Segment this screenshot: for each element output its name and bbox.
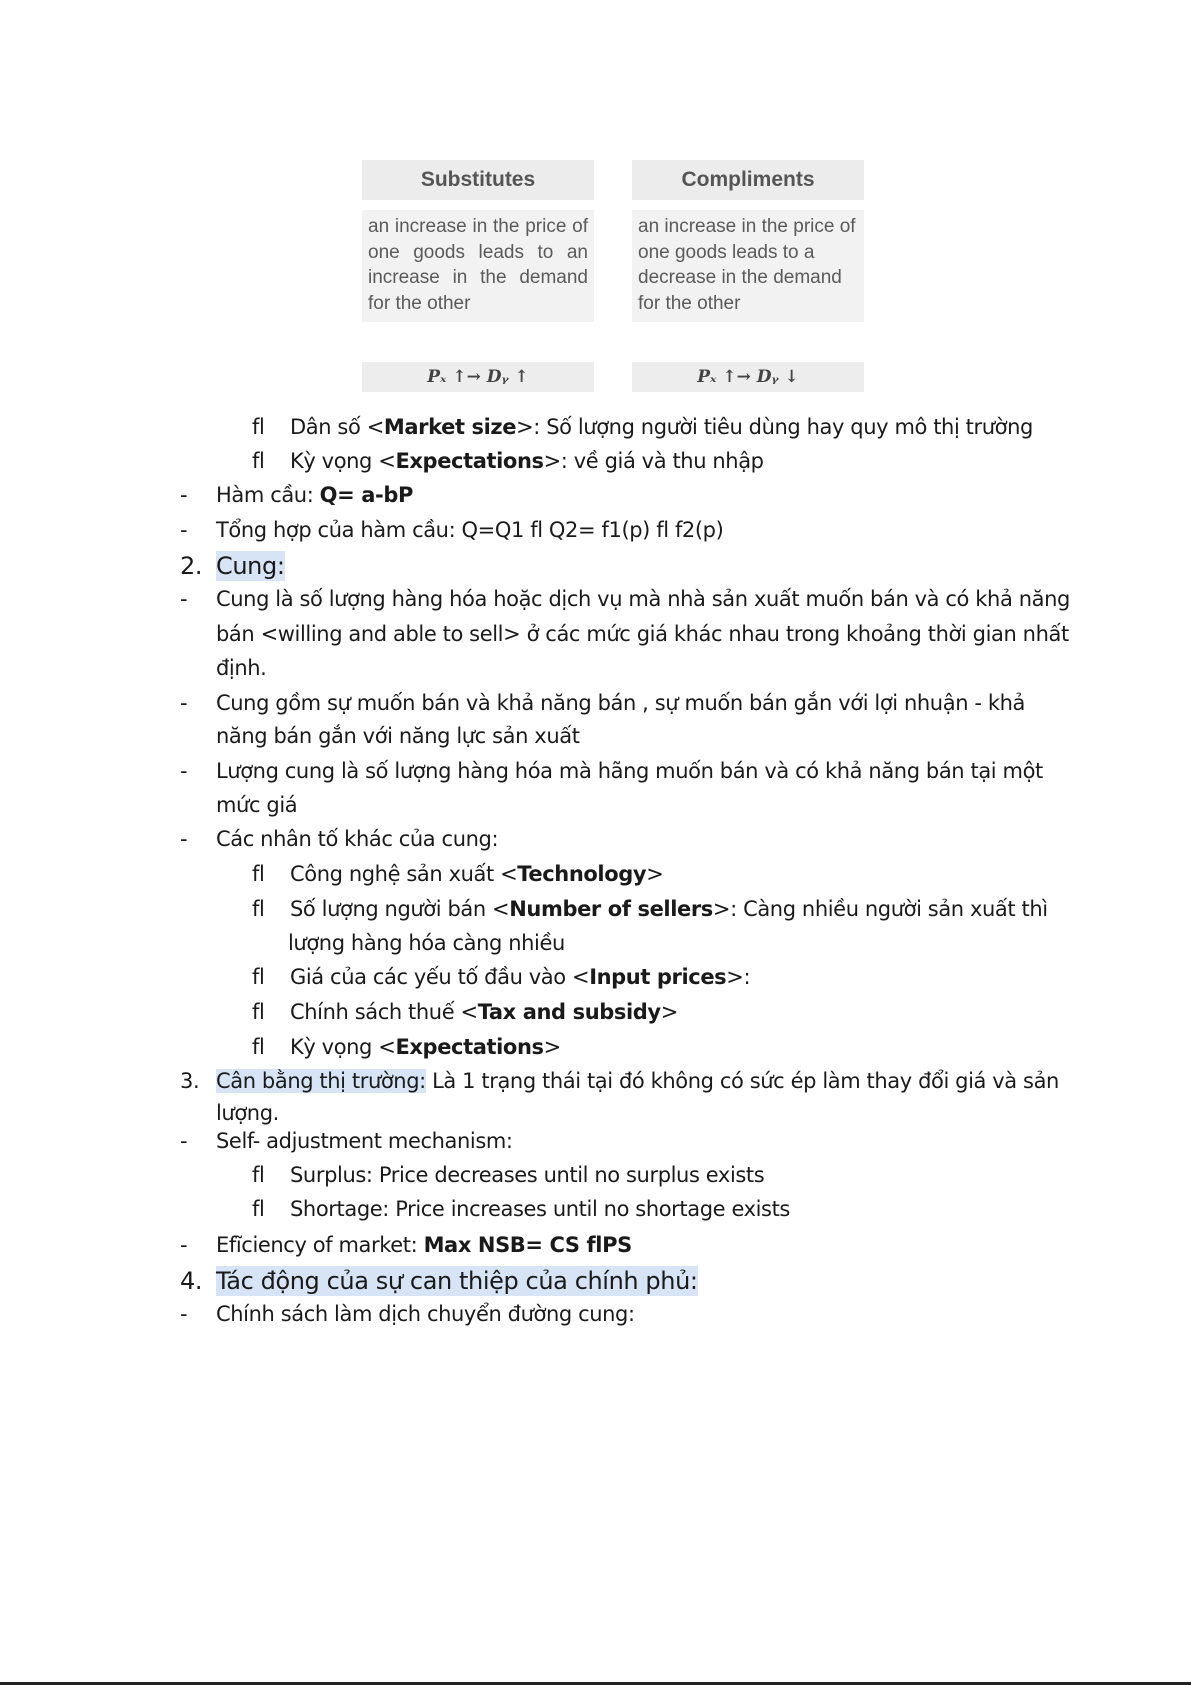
surplus-text: Surplus: Price decreases until no surplus exists: [290, 1163, 765, 1187]
dash-marker: -: [180, 827, 188, 851]
efficiency-pre: Efĩciency of market:: [216, 1233, 424, 1257]
dash-marker: -: [180, 759, 188, 783]
dash-marker: -: [180, 1233, 188, 1257]
dash-marker: -: [180, 483, 188, 507]
ham-cau-pre: Hàm cầu:: [216, 483, 320, 507]
self-adjustment-text: Self- adjustment mechanism:: [216, 1129, 513, 1153]
can-bang-text: Là 1 trạng thái tại đó không có sức ép làm thay đổi giá và sản: [425, 1069, 1059, 1093]
bullet-marker: fl: [252, 862, 265, 886]
bullet-marker: fl: [252, 1035, 265, 1059]
shortage-text: Shortage: Price increases until no shortage exists: [290, 1197, 790, 1221]
substitutes-title: Substitutes: [362, 160, 594, 200]
cung-gom-line1: Cung gồm sự muốn bán và khả năng bán , sự muốn bán gắn với lợi nhuận - khả: [216, 691, 1025, 715]
compliments-formula: Pₓ ↑→ Dᵧ ↓: [632, 362, 864, 392]
substitutes-column: [362, 160, 594, 322]
bullet-marker: fl: [252, 415, 265, 439]
section-number: 4.: [180, 1267, 203, 1295]
compliments-text: an increase in the price of one goods leads to a decrease in the demand for the other: [632, 210, 864, 322]
cung-def-line2: bán <willing and able to sell> ở các mức giá khác nhau trong khoảng thời gian nhất: [216, 622, 1069, 646]
efficiency-formula: Max NSB= CS flPS: [423, 1233, 632, 1257]
technology-bold: Technology: [517, 862, 647, 886]
input-prices-post: >:: [726, 965, 751, 989]
dash-marker: -: [180, 518, 188, 542]
market-size-post: >: Số lượng người tiêu dùng hay quy mô thị trường: [516, 415, 1033, 439]
sellers-post: >: Càng nhiều người sản xuất thì: [712, 897, 1048, 921]
can-bang-line2: lượng.: [216, 1101, 279, 1125]
can-bang-title: Cân bằng thị trường:: [216, 1069, 426, 1093]
bullet-marker: fl: [252, 897, 265, 921]
expectations2-post: >: [543, 1035, 561, 1059]
technology-pre: Công nghệ sản xuất <: [290, 862, 518, 886]
section-number: 2.: [180, 552, 203, 580]
input-prices-pre: Giá của các yếu tố đầu vào <: [290, 965, 590, 989]
sellers-pre: Số lượng người bán <: [290, 897, 510, 921]
input-prices-bold: Input prices: [589, 965, 727, 989]
dash-marker: -: [180, 1302, 188, 1326]
compliments-title: Compliments: [632, 160, 864, 200]
luong-cung-line1: Lượng cung là số lượng hàng hóa mà hãng muốn bán và có khả năng bán tại một: [216, 759, 1043, 783]
tong-hop-text: Tổng hợp của hàm cầu: Q=Q1 fl Q2= f1(p) fl f2(p): [216, 518, 724, 542]
ham-cau-formula: Q= a-bP: [319, 483, 413, 507]
substitutes-formula: Pₓ ↑→ Dᵧ ↑: [362, 362, 594, 392]
cung-def-line1: Cung là số lượng hàng hóa hoặc dịch vụ mà nhà sản xuất muốn bán và có khả năng: [216, 587, 1070, 611]
sellers-bold: Number of sellers: [509, 897, 713, 921]
bullet-marker: fl: [252, 1197, 265, 1221]
chinh-sach-text: Chính sách làm dịch chuyển đường cung:: [216, 1302, 635, 1326]
bullet-marker: fl: [252, 965, 265, 989]
cung-gom-line2: năng bán gắn với năng lực sản xuất: [216, 724, 580, 748]
market-size-bold: Market size: [383, 415, 517, 439]
bullet-marker: fl: [252, 1000, 265, 1024]
luong-cung-line2: mức giá: [216, 793, 298, 817]
cung-def-line3: định.: [216, 656, 267, 680]
expectations2-pre: Kỳ vọng <: [290, 1035, 396, 1059]
dash-marker: -: [180, 587, 188, 611]
tax-post: >: [660, 1000, 678, 1024]
expectations-post: >: về giá và thu nhập: [543, 449, 764, 473]
cung-heading-text: Cung:: [216, 552, 285, 580]
expectations-pre: Kỳ vọng <: [290, 449, 396, 473]
section-number: 3.: [180, 1069, 200, 1093]
tac-dong-text: Tác động của sự can thiệp của chính phủ:: [216, 1267, 698, 1295]
substitutes-text: an increase in the price of one goods leads to an increase in the demand for the other: [362, 210, 594, 322]
tax-pre: Chính sách thuế <: [290, 1000, 478, 1024]
technology-post: >: [646, 862, 664, 886]
expectations2-bold: Expectations: [395, 1035, 544, 1059]
sellers-line2: lượng hàng hóa càng nhiều: [288, 931, 565, 955]
dash-marker: -: [180, 1129, 188, 1153]
dash-marker: -: [180, 691, 188, 715]
tax-bold: Tax and subsidy: [477, 1000, 661, 1024]
market-size-pre: Dân số <: [290, 415, 384, 439]
compliments-column: [632, 160, 864, 322]
bullet-marker: fl: [252, 1163, 265, 1187]
nhan-to-text: Các nhân tố khác của cung:: [216, 827, 499, 851]
expectations-bold: Expectations: [395, 449, 544, 473]
bullet-marker: fl: [252, 449, 265, 473]
